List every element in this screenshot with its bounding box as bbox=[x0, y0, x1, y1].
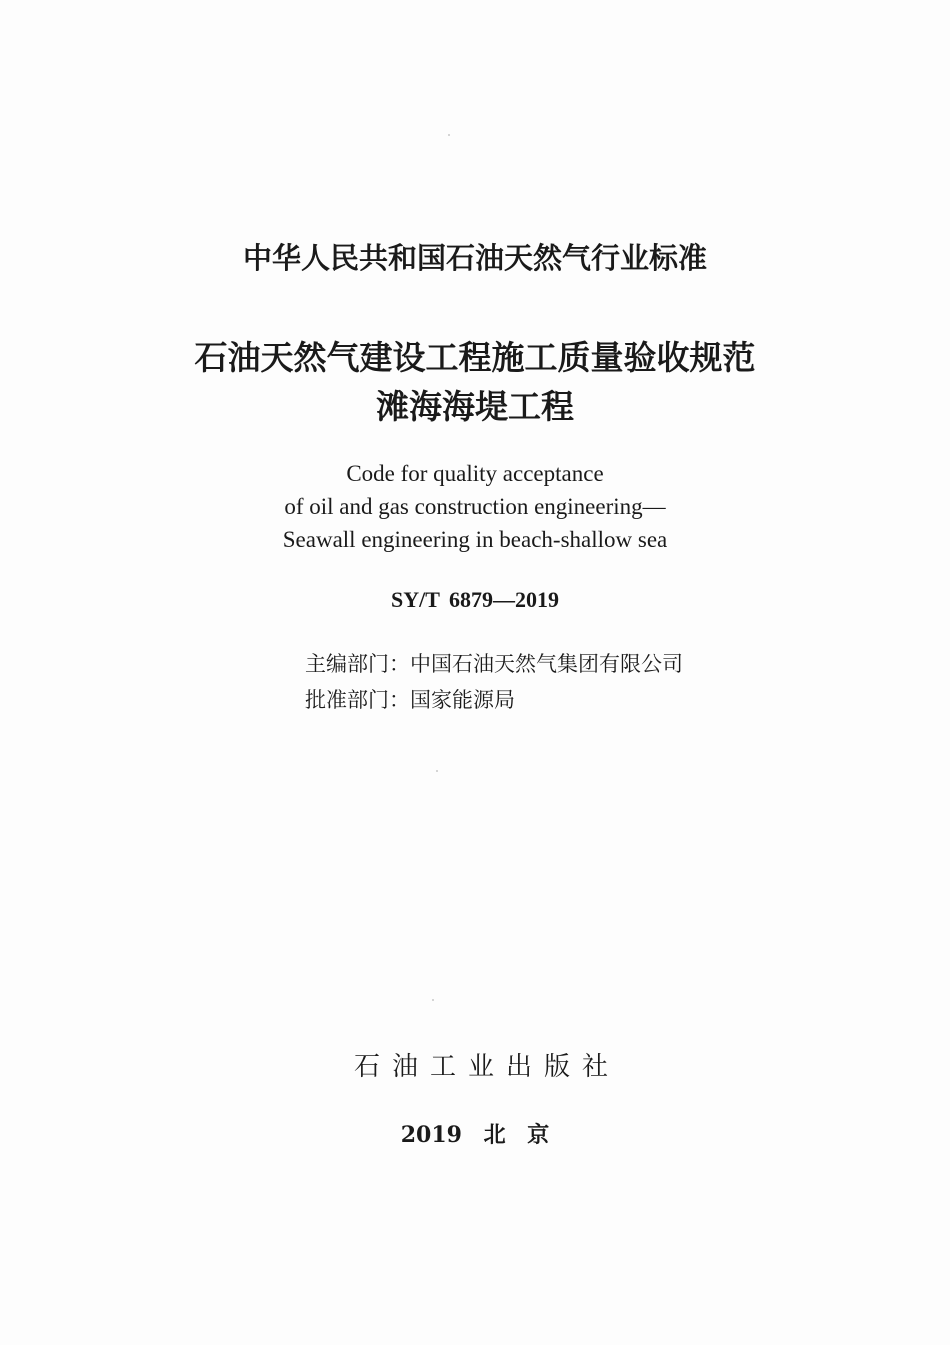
english-title-line-1: Code for quality acceptance bbox=[346, 461, 604, 486]
approval-department: 批准部门：国家能源局 bbox=[305, 688, 515, 712]
main-title-line-2: 滩海海堤工程 bbox=[376, 387, 574, 426]
publisher-name: 石油工业出版社 bbox=[353, 1052, 620, 1082]
publication-year-place: 2019 北 京 bbox=[400, 1122, 550, 1148]
english-title-line-3: Seawall engineering in beach-shallow sea bbox=[282, 527, 668, 552]
standard-category-title: 中华人民共和国石油天然气行业标准 bbox=[242, 241, 707, 275]
english-title-line-2: of oil and gas construction engineering— bbox=[284, 494, 666, 519]
editor-department: 主编部门：中国石油天然气集团有限公司 bbox=[305, 652, 683, 676]
scan-speck bbox=[436, 770, 438, 772]
scan-speck bbox=[448, 134, 450, 136]
standard-code: SY/T 6879—2019 bbox=[390, 587, 559, 612]
scan-speck bbox=[432, 999, 434, 1001]
main-title-line-1: 石油天然气建设工程施工质量验收规范 bbox=[194, 338, 756, 377]
